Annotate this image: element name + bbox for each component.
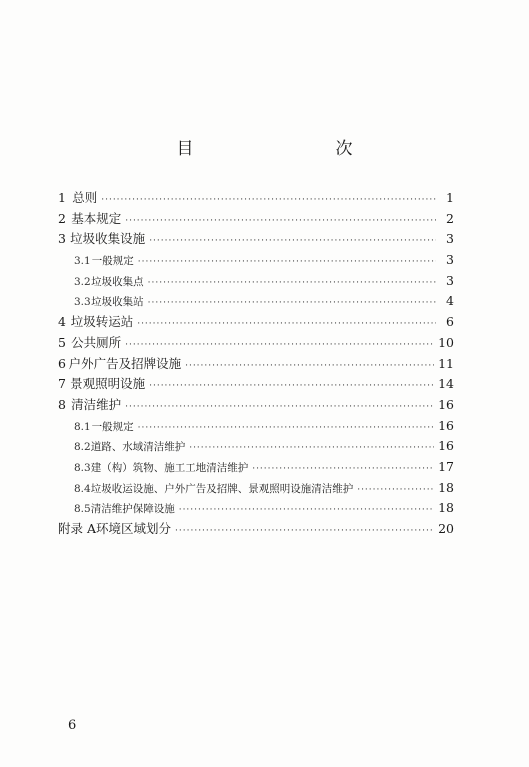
toc-entry-page: 1 <box>446 190 454 205</box>
toc-leader-dots <box>179 500 434 519</box>
toc-entry-title: 垃圾收集站 <box>91 296 144 309</box>
toc-entry-number: 8.5 <box>74 503 91 516</box>
toc-entry[interactable] <box>58 188 454 209</box>
toc-leader-dots <box>185 356 434 375</box>
toc-entry-page: 18 <box>438 479 454 495</box>
toc-entry[interactable] <box>58 333 454 354</box>
toc-leader-dots <box>175 521 434 540</box>
toc-leader-dots <box>137 314 436 333</box>
toc-entry-title: 垃圾收集点 <box>91 275 144 288</box>
toc-subentry[interactable] <box>58 498 454 519</box>
toc-entry-number: 4 <box>58 314 66 330</box>
toc-entry-number: 8 <box>58 396 66 412</box>
toc-entry-title: 公共厕所 <box>71 334 122 350</box>
toc-entry-number: 1 <box>58 190 66 205</box>
toc-entry-title: 基本规定 <box>71 210 122 226</box>
toc-entry-page: 6 <box>446 314 454 330</box>
toc-entry-title: 户外广告及招牌设施 <box>68 355 182 371</box>
toc-entry-page: 3 <box>446 272 454 288</box>
toc-entry[interactable] <box>58 229 454 250</box>
toc-subentry[interactable] <box>58 478 454 499</box>
toc-entry-page: 3 <box>446 252 454 268</box>
toc-subentry[interactable] <box>58 416 454 437</box>
toc-entry-number: 3.2 <box>74 275 91 288</box>
toc-entry-page: 17 <box>438 458 454 474</box>
toc-entry-title: 建（构）筑物、施工工地清洁维护 <box>90 461 249 474</box>
toc-entry-page: 3 <box>446 231 454 247</box>
toc-leader-dots <box>149 231 436 250</box>
toc-subentry[interactable] <box>58 250 454 271</box>
toc-entry-page: 4 <box>446 293 454 309</box>
toc-entry-title: 环境区域划分 <box>96 521 172 536</box>
toc-subentry[interactable] <box>58 291 454 312</box>
toc-leader-dots <box>357 480 434 499</box>
toc-entry-title: 总则 <box>72 190 98 205</box>
toc-entry[interactable] <box>58 374 454 395</box>
toc-leader-dots <box>138 252 436 271</box>
toc-leader-dots <box>252 459 434 478</box>
page-number: 6 <box>68 718 77 733</box>
toc-leader-dots <box>138 418 434 437</box>
toc-entry-page: 10 <box>438 334 454 350</box>
toc-entry-number: 8.1 <box>74 420 91 433</box>
toc-entry-page: 2 <box>446 210 454 226</box>
toc-leader-dots <box>125 335 434 354</box>
toc-subentry[interactable] <box>58 436 454 457</box>
toc-entry-page: 16 <box>438 438 454 454</box>
toc-entry-page: 14 <box>438 376 454 392</box>
toc-entry-page: 18 <box>438 500 454 516</box>
toc-entry[interactable] <box>58 354 454 375</box>
toc-entry[interactable] <box>58 519 454 540</box>
toc-entry-title: 一般规定 <box>91 255 134 268</box>
toc-entry-number: 附录 A <box>58 521 97 536</box>
toc-subentry[interactable] <box>58 271 454 292</box>
toc-entry-number: 5 <box>58 334 66 350</box>
toc-entry-title: 道路、水域清洁维护 <box>90 441 186 454</box>
toc-leader-dots <box>125 211 436 230</box>
toc-entry-page: 11 <box>438 355 454 371</box>
toc-entry[interactable] <box>58 395 454 416</box>
toc-entry-number: 6 <box>58 355 66 371</box>
toc-entry-title: 垃圾收集设施 <box>70 231 146 247</box>
toc-entry-number: 3.1 <box>74 255 91 268</box>
toc-entry-number: 3.3 <box>74 296 91 309</box>
toc-entry-title: 景观照明设施 <box>70 376 146 392</box>
toc-leader-dots <box>189 438 434 457</box>
toc-entry-number: 8.3 <box>74 461 91 474</box>
toc-entry-title: 清洁维护 <box>71 396 122 412</box>
toc-leader-dots <box>148 273 436 292</box>
toc-entry-number: 8.2 <box>74 441 91 454</box>
toc-entry[interactable] <box>58 312 454 333</box>
toc-entry-page: 16 <box>438 396 454 412</box>
page-title: 目 次 <box>176 139 389 159</box>
toc-leader-dots <box>101 190 436 209</box>
toc-entry-title: 一般规定 <box>91 420 134 433</box>
toc-leader-dots <box>125 397 434 416</box>
toc-entry-number: 7 <box>58 376 66 392</box>
toc-entry-page: 16 <box>438 417 454 433</box>
toc-leader-dots <box>148 293 436 312</box>
toc-entry-title: 清洁维护保障设施 <box>90 503 175 516</box>
toc-entry-title: 垃圾收运设施、户外广告及招牌、景观照明设施清洁维护 <box>90 482 354 495</box>
toc-entry-page: 20 <box>438 521 454 536</box>
toc-entry-title: 垃圾转运站 <box>70 314 134 330</box>
table-of-contents <box>58 188 454 540</box>
toc-entry-number: 3 <box>58 231 66 247</box>
toc-entry[interactable] <box>58 209 454 230</box>
toc-entry-number: 2 <box>58 210 66 226</box>
toc-entry-number: 8.4 <box>74 482 91 495</box>
toc-subentry[interactable] <box>58 457 454 478</box>
toc-leader-dots <box>149 376 434 395</box>
